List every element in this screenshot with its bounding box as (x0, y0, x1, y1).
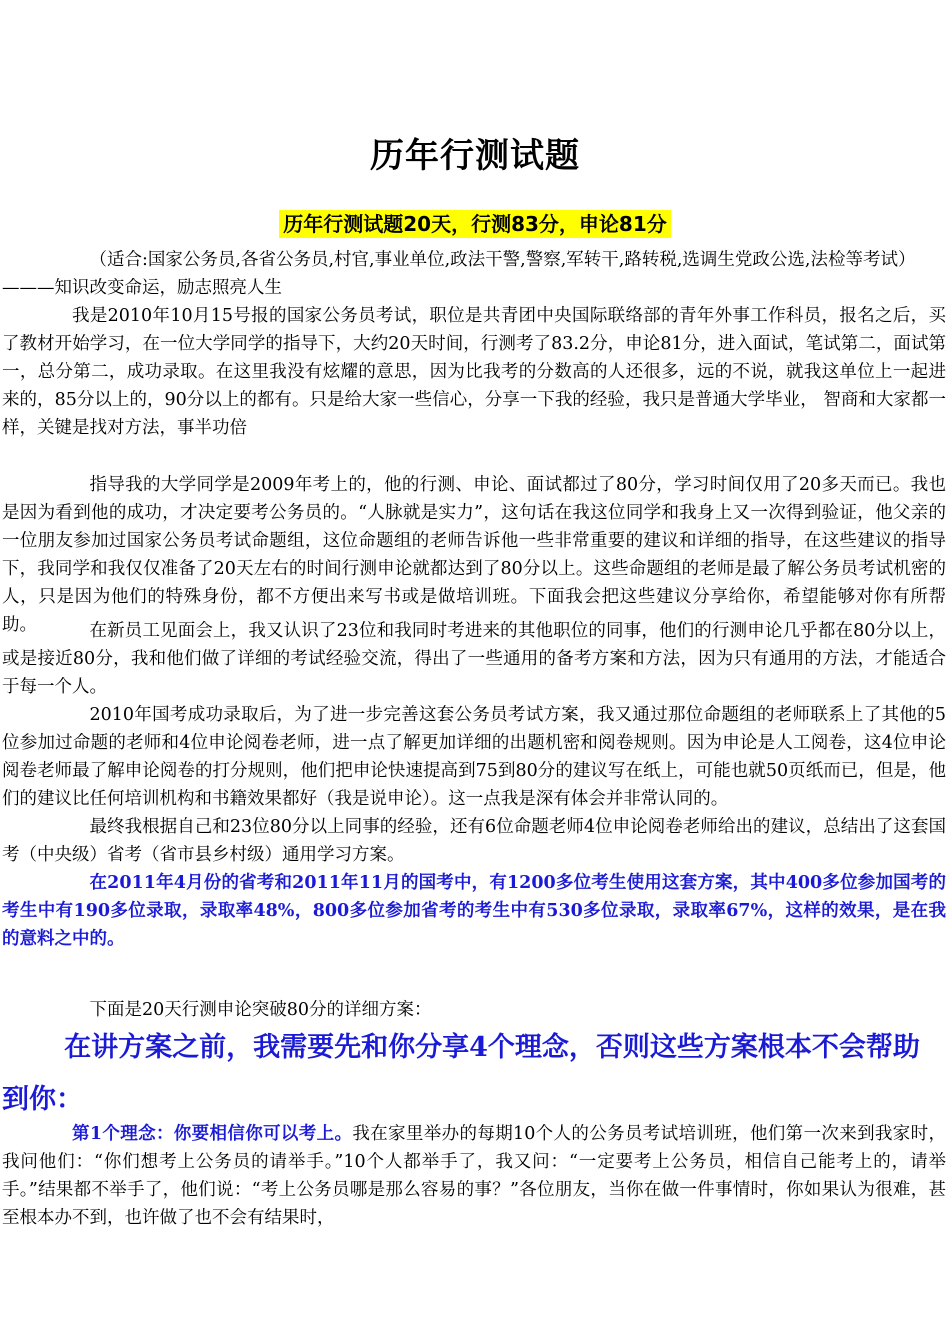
concepts-heading: 在讲方案之前，我需要先和你分享4个理念，否则这些方案根本不会帮助到你： (2, 1032, 920, 1115)
suitable-note: （适合:国家公务员,各省公务员,村官,事业单位,政法干警,警察,军转干,路转税,选调生党政公选,法检等考试） (89, 250, 916, 270)
paragraph-7: 下面是20天行测申论突破80分的详细方案： (89, 1000, 432, 1020)
highlighted-subtitle (0, 208, 950, 237)
page-title: 历年行测试题 (370, 136, 580, 176)
paragraph-3-block (2, 617, 946, 953)
paragraph-2: 指导我的大学同学是2009年考上的，他的行测、申论、面试都过了80分，学习时间仅用了20多天而已。我也是因为看到他的成功，才决定要考公务员的。“人脉就是实力”，这句话在我这位同学和我身上又一次得到验证，他父亲的一位朋友参加过国家公务员考试命题组，这位命题组的老师告诉他一些非常重要的建议和详细的指导，在这些建议的指导下，我同学和我仅仅准备了20天左右的时间行测申论就都达到了80分以上。这些命题组的老师是最了解公务员考试机密的人，只是因为他们的特殊身份，都不方便出来写书或是做培训班。下面我会把这些建议分享给你，希望能够对你有所帮助。 (2, 475, 946, 635)
paragraph-7-block (2, 996, 946, 1024)
paragraph-1: 我是2010年10月15号报的国家公务员考试，职位是共青团中央国际联络部的青年外事工作科员，报名之后，买了教材开始学习，在一位大学同学的指导下，大约20天时间，行测考了83.2分，申论81分，进入面试，笔试第二，面试第一，总分第二，成功录取。在这里我没有炫耀的意思，因为比我考的分数高的人还很多，远的不说，就我这单位上一起进来的，85分以上的，90分以上的都有。只是给大家一些信心，分享一下我的经验，我只是普通大学毕业， 智商和大家都一样，关键是找对方法，事半功倍 (2, 306, 946, 438)
paragraph-5: 最终我根据自己和23位80分以上同事的经验，还有6位命题老师4位申论阅卷老师给出的建议，总结出了这套国考（中央级）省考（省市县乡村级）通用学习方案。 (2, 817, 946, 865)
intro-block (2, 246, 946, 442)
idea-1-label: 第1个理念：你要相信你可以考上。 (72, 1124, 353, 1144)
idea-1-text: 我在家里举办的每期10个人的公务员考试培训班，他们第一次来到我家时，我问他们：“你们想考上公务员的请举手。”10个人都举手了，我又问：“一定要考上公务员，相信自己能考上的，请举手。”结果都不举手了，他们说：“考上公务员哪是那么容易的事？”各位朋友，当你在做一件事情时，你如果认为很难，甚至根本办不到，也许做了也不会有结果时， (2, 1124, 946, 1228)
motto-line: ———知识改变命运，励志照亮人生 (2, 278, 282, 298)
paragraph-2-block (2, 471, 946, 639)
idea-1-paragraph (2, 1120, 946, 1232)
paragraph-3: 在新员工见面会上，我又认识了23位和我同时考进来的其他职位的同事，他们的行测申论几乎都在80分以上，或是接近80分，我和他们做了详细的考试经验交流，得出了一些通用的备考方案和方法，因为只有通用的方法，才能适合于每一个人。 (2, 621, 946, 697)
idea-1-block (2, 1120, 946, 1232)
paragraph-4: 2010年国考成功录取后，为了进一步完善这套公务员考试方案，我又通过那位命题组的老师联系上了其他的5位参加过命题的老师和4位申论阅卷老师，进一点了解更加详细的出题机密和阅卷规则。因为申论是人工阅卷，这4位申论阅卷老师最了解申论阅卷的打分规则，他们把申论快速提高到75到80分的建议写在纸上，可能也就50页纸而已，但是，他们的建议比任何培训机构和书籍效果都好（我是说申论）。这一点我是深有体会并非常认同的。 (2, 705, 946, 809)
paragraph-6-highlight: 在2011年4月份的省考和2011年11月的国考中，有1200多位考生使用这套方案，其中400多位参加国考的考生中有190多位录取，录取率48%，800多位参加省考的考生中有530多位录取，录取率67%，这样的效果，是在我的意料之中的。 (2, 873, 946, 949)
subtitle-text: 历年行测试题20天，行测83分，申论81分 (279, 210, 671, 238)
